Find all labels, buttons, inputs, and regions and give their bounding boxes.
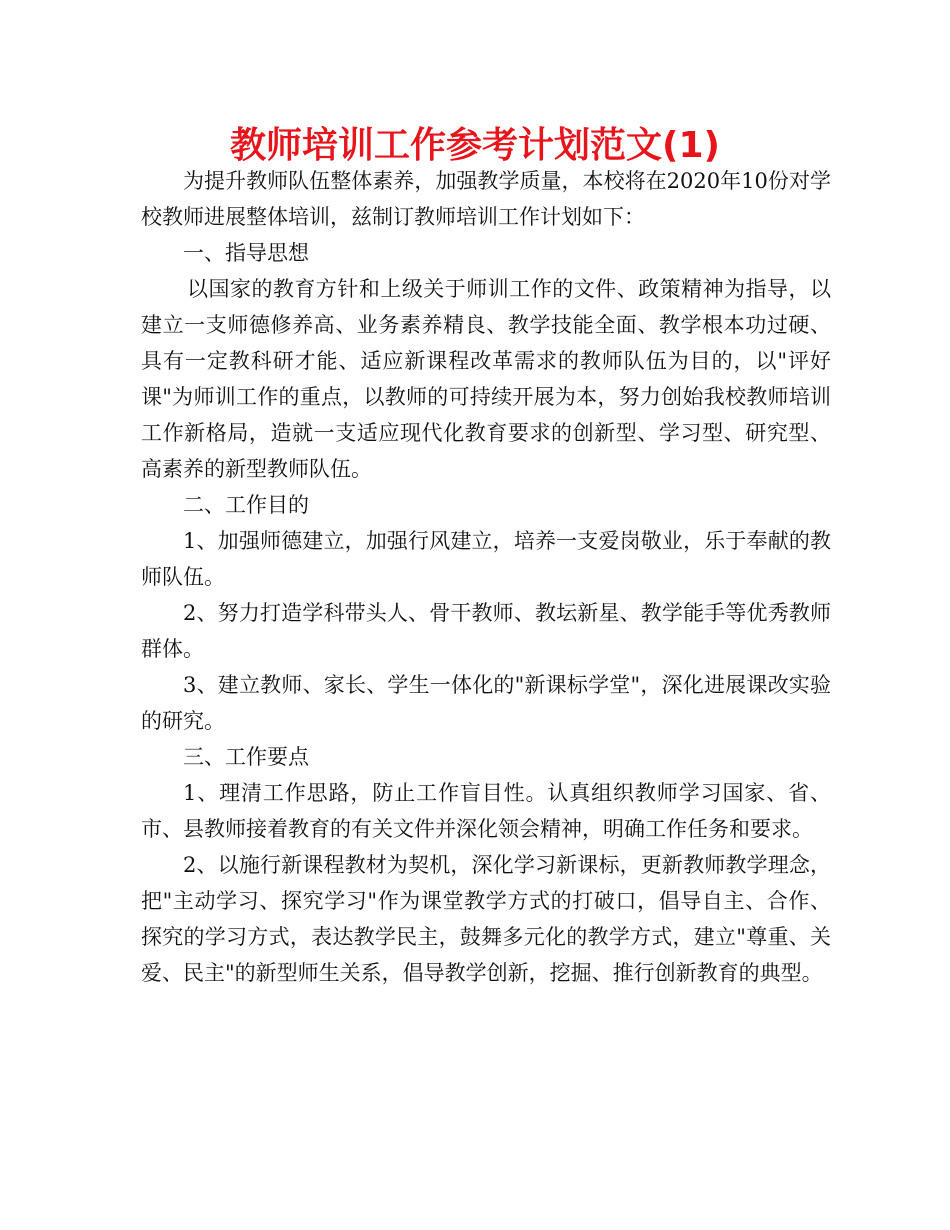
goal-item-1: 1、加强师德建立，加强行风建立，培养一支爱岗敬业，乐于奉献的教师队伍。 bbox=[141, 529, 831, 589]
goal-item-3: 3、建立教师、家长、学生一体化的"新课标学堂"，深化进展课改实验的研究。 bbox=[141, 673, 831, 733]
section-heading-guiding-thought: 一、指导思想 bbox=[183, 241, 309, 265]
intro-paragraph: 为提升教师队伍整体素养，加强教学质量，本校将在2020年10份对学校教师进展整体培训，兹制订教师培训工作计划如下： bbox=[141, 169, 831, 229]
goal-item-2: 2、努力打造学科带头人、骨干教师、教坛新星、教学能手等优秀教师群体。 bbox=[141, 601, 831, 661]
work-point-item-1: 1、理清工作思路，防止工作盲目性。认真组织教师学习国家、省、市、县教师接着教育的有关文件并深化领会精神，明确工作任务和要求。 bbox=[141, 781, 831, 841]
work-point-item-2: 2、以施行新课程教材为契机，深化学习新课标，更新教师教学理念，把"主动学习、探究学习"作为课堂教学方式的打破口，倡导自主、合作、探究的学习方式，表达教学民主，鼓舞多元化的教学方式，建立"尊重、关爱、民主"的新型师生关系，倡导教学创新，挖掘、推行创新教育的典型。 bbox=[141, 853, 831, 985]
guiding-thought-paragraph: 以国家的教育方针和上级关于师训工作的文件、政策精神为指导，以建立一支师德修养高、业务素养精良、教学技能全面、教学根本功过硬、具有一定教科研才能、适应新课程改革需求的教师队伍为目的，以"评好课"为师训工作的重点，以教师的可持续开展为本，努力创始我校教师培训工作新格局，造就一支适应现代化教育要求的创新型、学习型、研究型、高素养的新型教师队伍。 bbox=[141, 277, 831, 481]
section-heading-work-points: 三、工作要点 bbox=[183, 745, 309, 769]
document-title: 教师培训工作参考计划范文(1) bbox=[230, 125, 720, 166]
document-body bbox=[141, 163, 831, 991]
section-heading-work-goals: 二、工作目的 bbox=[183, 493, 309, 517]
